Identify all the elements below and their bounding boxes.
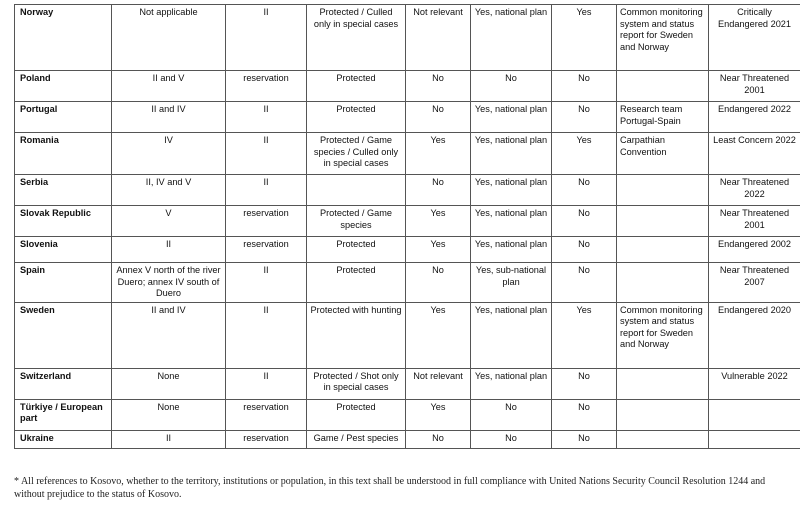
cell-hunting: No (552, 263, 617, 303)
cell-annex: II and IV (112, 102, 226, 133)
cell-bern: II (226, 175, 307, 206)
cell-plan: Yes, national plan (471, 102, 552, 133)
cell-cooperation: Common monitoring system and status report for Sweden and Norway (617, 5, 709, 71)
cell-annex: II, IV and V (112, 175, 226, 206)
cell-status: Protected with hunting (307, 302, 406, 368)
cell-relevance: No (406, 175, 471, 206)
cell-country: Portugal (15, 102, 112, 133)
cell-annex: II (112, 237, 226, 263)
cell-hunting: No (552, 430, 617, 448)
cell-country: Poland (15, 71, 112, 102)
cell-relevance: Yes (406, 206, 471, 237)
cell-redlist: Least Concern 2022 (709, 133, 800, 175)
cell-plan: No (471, 399, 552, 430)
cell-redlist (709, 430, 800, 448)
cell-cooperation (617, 368, 709, 399)
cell-cooperation (617, 206, 709, 237)
cell-cooperation (617, 430, 709, 448)
kosovo-footnote: * All references to Kosovo, whether to the territory, institutions or population, in this text shall be understood in full compliance with United Nations Security Council Resolution 1244 and without prejudice to the status of Kosovo. (14, 476, 766, 500)
cell-annex: IV (112, 133, 226, 175)
cell-redlist: Near Threatened 2022 (709, 175, 800, 206)
table-row (15, 102, 800, 133)
cell-cooperation (617, 71, 709, 102)
cell-status: Protected (307, 399, 406, 430)
cell-relevance: No (406, 430, 471, 448)
table-body (15, 5, 800, 449)
cell-country: Serbia (15, 175, 112, 206)
cell-plan: Yes, sub-national plan (471, 263, 552, 303)
cell-annex: II and IV (112, 302, 226, 368)
table-row (15, 263, 800, 303)
cell-relevance: Not relevant (406, 368, 471, 399)
cell-plan: Yes, national plan (471, 206, 552, 237)
cell-cooperation: Research team Portugal-Spain (617, 102, 709, 133)
cell-redlist: Near Threatened 2001 (709, 71, 800, 102)
table-row (15, 206, 800, 237)
cell-relevance: Yes (406, 302, 471, 368)
cell-bern: II (226, 102, 307, 133)
cell-status: Game / Pest species (307, 430, 406, 448)
cell-country: Norway (15, 5, 112, 71)
cell-status: Protected (307, 237, 406, 263)
cell-bern: reservation (226, 206, 307, 237)
table-row (15, 71, 800, 102)
cell-country: Romania (15, 133, 112, 175)
cell-status: Protected / Game species / Culled only in special cases (307, 133, 406, 175)
cell-cooperation (617, 237, 709, 263)
cell-annex: None (112, 368, 226, 399)
cell-status: Protected (307, 102, 406, 133)
cell-bern: II (226, 133, 307, 175)
cell-bern: II (226, 368, 307, 399)
cell-hunting: Yes (552, 302, 617, 368)
cell-country: Slovenia (15, 237, 112, 263)
cell-redlist: Critically Endangered 2021 (709, 5, 800, 71)
cell-redlist: Vulnerable 2022 (709, 368, 800, 399)
cell-redlist: Near Threatened 2007 (709, 263, 800, 303)
table-row (15, 399, 800, 430)
cell-redlist (709, 399, 800, 430)
cell-redlist: Endangered 2002 (709, 237, 800, 263)
cell-country: Switzerland (15, 368, 112, 399)
cell-status: Protected / Game species (307, 206, 406, 237)
cell-country: Slovak Republic (15, 206, 112, 237)
cell-plan: No (471, 71, 552, 102)
cell-hunting: No (552, 368, 617, 399)
cell-bern: reservation (226, 237, 307, 263)
cell-status: Protected / Culled only in special cases (307, 5, 406, 71)
cell-plan: Yes, national plan (471, 175, 552, 206)
cell-plan: Yes, national plan (471, 5, 552, 71)
cell-cooperation (617, 263, 709, 303)
cell-redlist: Near Threatened 2001 (709, 206, 800, 237)
cell-annex: Not applicable (112, 5, 226, 71)
cell-status: Protected (307, 263, 406, 303)
cell-bern: reservation (226, 71, 307, 102)
cell-hunting: No (552, 399, 617, 430)
cell-plan: Yes, national plan (471, 133, 552, 175)
cell-bern: II (226, 263, 307, 303)
cell-relevance: Yes (406, 399, 471, 430)
cell-redlist: Endangered 2022 (709, 102, 800, 133)
cell-annex: II (112, 430, 226, 448)
cell-country: Spain (15, 263, 112, 303)
cell-hunting: No (552, 102, 617, 133)
cell-hunting: No (552, 206, 617, 237)
table-row (15, 237, 800, 263)
cell-hunting: No (552, 237, 617, 263)
cell-cooperation: Common monitoring system and status report for Sweden and Norway (617, 302, 709, 368)
cell-bern: reservation (226, 430, 307, 448)
cell-annex: None (112, 399, 226, 430)
cell-relevance: Yes (406, 237, 471, 263)
cell-plan: Yes, national plan (471, 237, 552, 263)
table-row (15, 133, 800, 175)
cell-bern: II (226, 5, 307, 71)
table-row (15, 302, 800, 368)
cell-status: Protected / Shot only in special cases (307, 368, 406, 399)
cell-plan: No (471, 430, 552, 448)
cell-cooperation (617, 399, 709, 430)
cell-status: Protected (307, 71, 406, 102)
cell-status (307, 175, 406, 206)
cell-annex: II and V (112, 71, 226, 102)
cell-hunting: Yes (552, 5, 617, 71)
cell-relevance: No (406, 71, 471, 102)
table-row (15, 175, 800, 206)
cell-relevance: Not relevant (406, 5, 471, 71)
cell-country: Türkiye / European part (15, 399, 112, 430)
species-status-table (14, 4, 800, 449)
cell-country: Ukraine (15, 430, 112, 448)
cell-bern: reservation (226, 399, 307, 430)
cell-cooperation (617, 175, 709, 206)
cell-plan: Yes, national plan (471, 368, 552, 399)
cell-plan: Yes, national plan (471, 302, 552, 368)
cell-redlist: Endangered 2020 (709, 302, 800, 368)
table-row (15, 430, 800, 448)
cell-relevance: Yes (406, 133, 471, 175)
cell-hunting: No (552, 175, 617, 206)
table-row (15, 5, 800, 71)
cell-country: Sweden (15, 302, 112, 368)
cell-cooperation: Carpathian Convention (617, 133, 709, 175)
cell-hunting: No (552, 71, 617, 102)
cell-annex: V (112, 206, 226, 237)
table-row (15, 368, 800, 399)
cell-bern: II (226, 302, 307, 368)
cell-hunting: Yes (552, 133, 617, 175)
cell-relevance: No (406, 263, 471, 303)
cell-annex: Annex V north of the river Duero; annex IV south of Duero (112, 263, 226, 303)
cell-relevance: No (406, 102, 471, 133)
